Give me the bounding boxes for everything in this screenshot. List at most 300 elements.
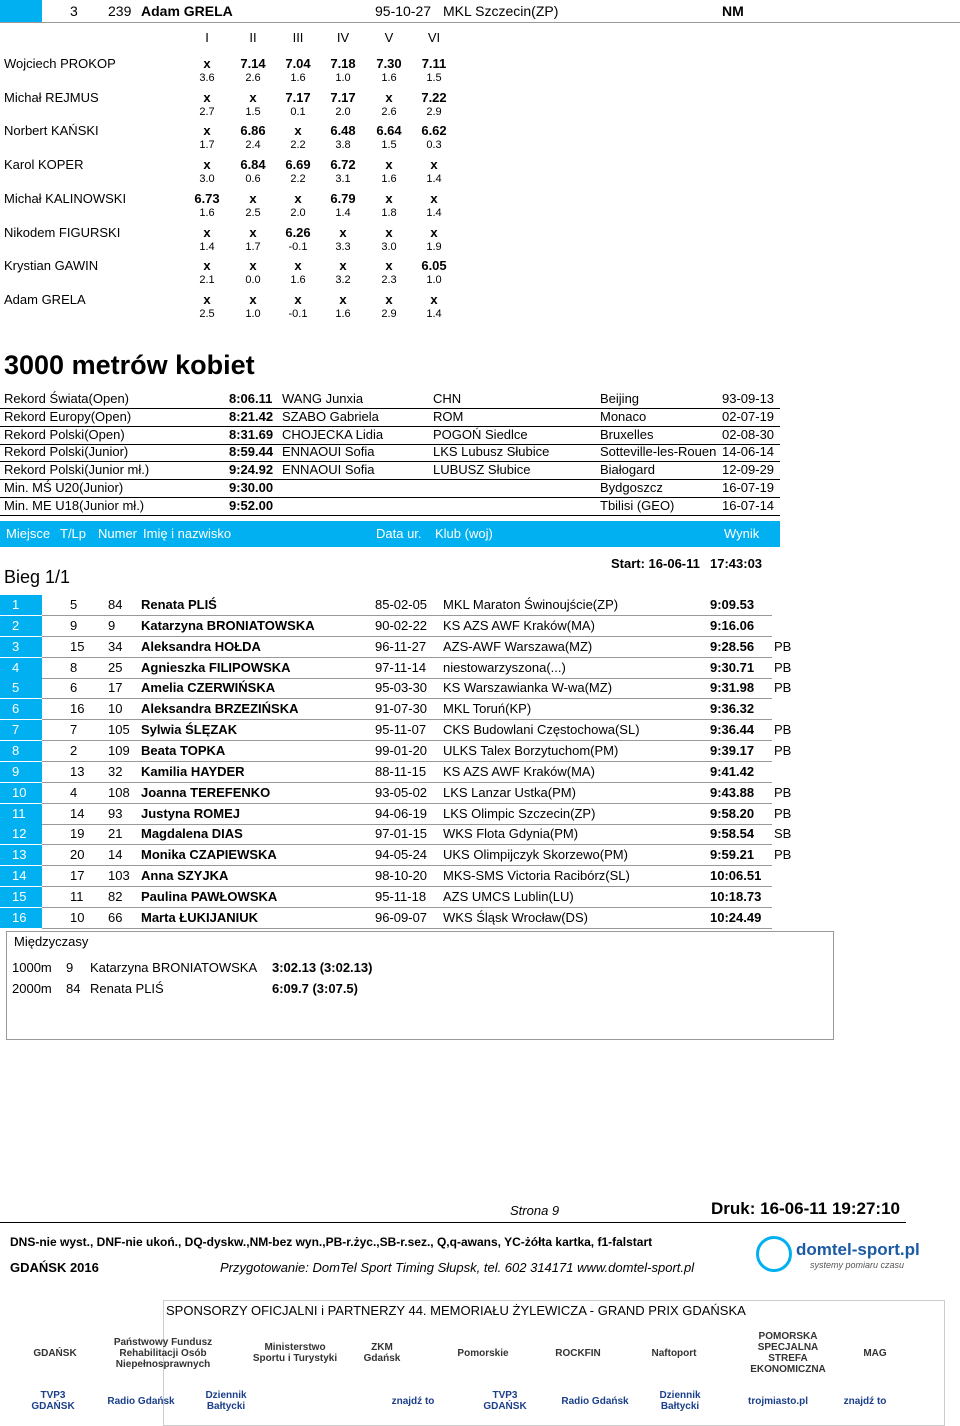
attempt-wind: 1.7: [199, 139, 215, 152]
result-club: niestowarzyszona(...): [443, 659, 566, 675]
result-dob: 95-11-07: [375, 722, 427, 738]
result-name: Marta ŁUKIJANIUK: [141, 909, 259, 925]
attempt-mark: 6.69: [285, 157, 311, 173]
attempt-mark: 6.84: [240, 157, 266, 173]
record-date: 16-07-14: [722, 497, 775, 513]
result-num: 108: [108, 784, 130, 800]
attempt-wind: 1.6: [335, 307, 351, 320]
result-name: Justyna ROMEJ: [141, 805, 240, 821]
attempt-mark: x: [203, 56, 211, 71]
attempt-wind: 2.0: [335, 105, 351, 118]
result-club: LKS Lanzar Ustka(PM): [443, 784, 576, 800]
result-time: 9:58.20: [710, 805, 755, 821]
athlete-name: Michał REJMUS: [4, 89, 99, 105]
attempt-wind: 3.8: [335, 139, 351, 152]
result-row: [0, 741, 792, 762]
result-dob: 88-11-15: [375, 763, 427, 779]
result-note: PB: [774, 784, 792, 800]
result-note: PB: [774, 638, 792, 654]
athlete-name: Nikodem FIGURSKI: [4, 224, 121, 240]
attempt-wind: 0.0: [245, 274, 261, 287]
result-note: PB: [774, 659, 792, 675]
record-holder: WANG Junxia: [282, 391, 364, 406]
attempt-wind: -0.1: [288, 240, 308, 253]
athlete-name: Wojciech PROKOP: [4, 56, 116, 71]
result-name: Paulina PAWŁOWSKA: [141, 888, 278, 904]
col-numer: Numer: [98, 526, 138, 541]
result-name: Aleksandra HOŁDA: [141, 638, 261, 654]
result-dob: 96-09-07: [375, 909, 428, 925]
record-row: [0, 497, 780, 516]
sponsor-logo: ZKM Gdańsk: [363, 1342, 401, 1364]
result-dob: 95-03-30: [375, 680, 428, 696]
sponsor-logo: znajdź to: [391, 1395, 435, 1407]
attempt-mark: x: [385, 157, 393, 173]
result-dob: 97-11-14: [375, 659, 427, 675]
record-date: 16-07-19: [722, 480, 775, 495]
record-holder: ENNAOUI Sofia: [282, 444, 375, 460]
attempt-wind: 0.3: [426, 139, 442, 152]
attempt-wind: 1.4: [426, 173, 442, 186]
record-time: 8:21.42: [229, 408, 274, 424]
result-club: WKS Flota Gdynia(PM): [443, 826, 579, 842]
result-lp: 14: [70, 805, 85, 821]
record-time: 8:59.44: [229, 444, 274, 460]
attempt-mark: x: [294, 123, 302, 139]
print-date: Druk: 16-06-11 19:27:10: [711, 1199, 901, 1218]
birth-date: 95-10-27: [375, 3, 432, 19]
result-row: [0, 804, 792, 825]
result-place: 7: [0, 720, 42, 740]
sponsor-logo: MAG: [863, 1347, 887, 1359]
result-place: 11: [0, 804, 42, 824]
attempt-mark: x: [294, 291, 302, 307]
attempt-mark: x: [249, 190, 257, 206]
split-time: 6:09.7 (3:07.5): [272, 980, 358, 996]
attempt-mark: 7.04: [285, 56, 311, 71]
attempt-mark: x: [203, 89, 211, 105]
col-miejsce: Miejsce: [6, 526, 51, 541]
attempt-wind: 0.6: [245, 173, 261, 186]
sponsor-logo: Radio Gdańsk: [561, 1395, 629, 1407]
attempt-mark: 7.22: [421, 89, 447, 105]
result-club: KS AZS AWF Kraków(MA): [443, 617, 595, 633]
record-place: Bydgoszcz: [600, 480, 663, 495]
attempt-wind: 1.4: [199, 240, 215, 253]
result-row: [0, 783, 792, 804]
result-note: SB: [774, 826, 792, 842]
attempt-mark: x: [385, 258, 393, 274]
attempt-wind: 2.9: [381, 307, 397, 320]
result-place: 13: [0, 845, 42, 865]
attempt-wind: 2.0: [290, 206, 306, 219]
sponsor-logo: znajdź to: [843, 1395, 887, 1407]
result-place: 6: [0, 699, 42, 719]
attempt-mark: x: [385, 224, 393, 240]
result-place: 10: [0, 783, 42, 803]
result-dob: 93-05-02: [375, 784, 428, 800]
prepared-by: Przygotowanie: DomTel Sport Timing Słupsk, tel. 602 314171 www.domtel-sport.pl: [220, 1260, 695, 1275]
record-club: CHN: [433, 391, 462, 406]
attempt-mark: 7.18: [330, 56, 356, 71]
record-label: Rekord Polski(Junior mł.): [4, 462, 150, 478]
result-name: Renata PLIŚ: [141, 597, 217, 612]
result-place: 15: [0, 887, 42, 907]
result-note: NM: [722, 3, 744, 19]
result-row: [0, 595, 780, 616]
record-time: 9:52.00: [229, 497, 274, 513]
result-row: [0, 824, 792, 845]
result-num: 82: [108, 888, 123, 904]
attempt-wind: 3.3: [335, 240, 351, 253]
result-club: WKS Śląsk Wrocław(DS): [443, 909, 588, 925]
sponsor-logo: Ministerstwo Sportu i Turystyki: [252, 1342, 338, 1364]
result-name: Katarzyna BRONIATOWSKA: [141, 617, 315, 633]
result-time: 9:43.88: [710, 784, 755, 800]
attempt-mark: 6.05: [421, 258, 447, 274]
attempt-wind: 1.6: [290, 274, 306, 287]
result-place: 8: [0, 741, 42, 761]
attempt-mark: 6.26: [285, 224, 311, 240]
attempt-mark: 7.17: [330, 89, 356, 105]
attempt-mark: 6.86: [240, 123, 266, 139]
result-club: KS Warszawianka W-wa(MZ): [443, 680, 613, 696]
result-place: 9: [0, 762, 42, 782]
result-lp: 2: [70, 742, 78, 758]
record-label: Rekord Świata(Open): [4, 391, 129, 406]
attempt-wind: 1.6: [199, 206, 215, 219]
result-time: 9:59.21: [710, 847, 755, 863]
athlete-name: Norbert KAŃSKI: [4, 123, 99, 139]
result-lp: 15: [70, 638, 85, 654]
attempt-wind: 1.4: [335, 206, 351, 219]
heat-title: Bieg 1/1: [4, 567, 71, 587]
attempt-wind: 2.2: [290, 139, 306, 152]
split-distance: 2000m: [12, 980, 52, 996]
athlete-name: Adam GRELA: [4, 291, 86, 307]
result-club: MKL Maraton Świnoujście(ZP): [443, 597, 619, 612]
result-row: [0, 637, 792, 658]
sponsor-logo: POMORSKA SPECJALNA STREFA EKONOMICZNA: [750, 1331, 826, 1375]
result-dob: 97-01-15: [375, 826, 428, 842]
result-num: 9: [108, 617, 116, 633]
start-time: 17:43:03: [710, 556, 763, 571]
record-place: Białogard: [600, 462, 655, 478]
result-time: 9:41.42: [710, 763, 755, 779]
attempt-wind: 1.5: [245, 105, 261, 118]
divider: [0, 22, 960, 23]
attempt-mark: 6.73: [194, 190, 220, 206]
record-label: Rekord Europy(Open): [4, 408, 132, 424]
result-place: 14: [0, 866, 42, 886]
col-club: Klub (woj): [435, 526, 493, 541]
bib-number: 239: [108, 3, 132, 19]
result-dob: 95-11-18: [375, 888, 427, 904]
split-time: 3:02.13 (3:02.13): [272, 960, 373, 975]
result-lp: 9: [70, 617, 78, 633]
result-name: Sylwia ŚLĘZAK: [141, 722, 238, 738]
record-club: POGOŃ Siedlce: [433, 426, 528, 442]
record-time: 9:24.92: [229, 462, 274, 478]
attempt-wind: 3.0: [381, 240, 397, 253]
result-row: [0, 720, 792, 741]
result-club: MKS-SMS Victoria Racibórz(SL): [443, 868, 630, 884]
col-name: Imię i nazwisko: [143, 526, 232, 541]
record-club: LKS Lubusz Słubice: [433, 444, 550, 460]
attempt-mark: x: [203, 157, 211, 173]
record-row: [0, 426, 780, 445]
attempt-mark: 6.72: [330, 157, 356, 173]
result-club: LKS Olimpic Szczecin(ZP): [443, 805, 596, 821]
attempt-wind: 1.4: [426, 206, 442, 219]
athlete-name: Krystian GAWIN: [4, 258, 99, 274]
record-time: 8:06.11: [229, 391, 273, 406]
attempt-wind: 1.6: [381, 173, 397, 186]
attempt-wind: 2.5: [199, 307, 215, 320]
attempt-mark: x: [249, 224, 257, 240]
attempt-wind: 1.8: [381, 206, 397, 219]
result-num: 103: [108, 868, 130, 884]
attempt-wind: 1.0: [335, 72, 351, 84]
attempt-wind: -0.1: [288, 307, 308, 320]
result-num: 109: [108, 742, 130, 758]
sponsor-logo: Radio Gdańsk: [107, 1395, 175, 1407]
event-name: GDAŃSK 2016: [10, 1260, 99, 1275]
record-place: Beijing: [600, 391, 640, 406]
record-holder: CHOJECKA Lidia: [282, 426, 384, 442]
result-lp: 16: [70, 701, 85, 717]
place-cell: [0, 0, 42, 22]
attempt-wind: 3.0: [199, 173, 215, 186]
attempt-mark: x: [203, 123, 211, 139]
result-club: UKS Olimpijczyk Skorzewo(PM): [443, 847, 628, 863]
result-lp: 20: [70, 847, 85, 863]
brand-subtitle: systemy pomiaru czasu: [810, 1260, 905, 1270]
attempt-mark: 7.14: [240, 56, 266, 71]
sponsor-logo: Dziennik Bałtycki: [205, 1390, 247, 1412]
record-date: 14-06-14: [722, 444, 775, 460]
attempt-wind: 3.2: [335, 274, 351, 287]
attempt-wind: 1.6: [381, 72, 397, 84]
result-lp: 13: [70, 763, 85, 779]
result-num: 14: [108, 847, 123, 863]
result-num: 25: [108, 659, 123, 675]
result-time: 9:36.44: [710, 722, 755, 738]
attempt-mark: x: [430, 291, 438, 307]
col-dob: Data ur.: [376, 526, 422, 541]
result-note: PB: [774, 742, 792, 758]
result-lp: 17: [70, 868, 85, 884]
result-time: 10:18.73: [710, 888, 762, 904]
split-number: 84: [66, 980, 81, 996]
result-club: MKL Toruń(KP): [443, 701, 532, 717]
result-lp: 11: [70, 888, 84, 904]
attempt-wind: 2.3: [381, 274, 397, 287]
result-place: 4: [0, 658, 42, 678]
result-lp: 10: [70, 909, 85, 925]
attempt-mark: 7.11: [421, 56, 447, 71]
result-place: 16: [0, 908, 42, 928]
result-time: 9:36.32: [710, 701, 755, 717]
result-name: Magdalena DIAS: [141, 826, 243, 842]
record-time: 9:30.00: [229, 480, 274, 495]
record-place: Sotteville-les-Rouen: [600, 444, 717, 460]
result-name: Kamilia HAYDER: [141, 763, 245, 779]
record-holder: SZABO Gabriela: [282, 408, 379, 424]
record-row: [0, 443, 780, 462]
result-time: 9:39.17: [710, 742, 755, 758]
sponsor-logo: TVP3 GDAŃSK: [483, 1390, 527, 1412]
club: MKL Szczecin(ZP): [443, 3, 559, 19]
attempt-wind: 1.7: [245, 240, 261, 253]
attempt-mark: x: [249, 258, 257, 274]
split-name: Renata PLIŚ: [90, 980, 164, 996]
result-time: 10:06.51: [710, 868, 762, 884]
result-lp: 7: [70, 722, 78, 738]
result-row: [0, 845, 792, 866]
col-result: Wynik: [724, 526, 760, 541]
attempt-mark: x: [294, 258, 302, 274]
row-divider: [42, 928, 772, 929]
result-lp: 5: [70, 597, 78, 612]
attempt-mark: x: [430, 190, 438, 206]
attempt-mark: x: [203, 224, 211, 240]
page-number: Strona 9: [510, 1203, 560, 1218]
result-note: PB: [774, 847, 792, 863]
round-header: I: [205, 30, 209, 45]
record-label: Rekord Polski(Open): [4, 426, 125, 442]
record-time: 8:31.69: [229, 426, 274, 442]
attempt-wind: 2.4: [245, 139, 261, 152]
attempt-wind: 3.1: [335, 173, 351, 186]
brand-logo-icon: [756, 1236, 792, 1272]
result-time: 9:28.56: [710, 638, 755, 654]
result-name: Aleksandra BRZEZIŃSKA: [141, 701, 299, 717]
result-row: [0, 887, 780, 908]
record-club: LUBUSZ Słubice: [433, 462, 531, 478]
sponsor-logo: Dziennik Bałtycki: [659, 1390, 701, 1412]
result-name: Joanna TEREFENKO: [141, 784, 271, 800]
result-place: 5: [0, 678, 42, 698]
record-date: 93-09-13: [722, 391, 775, 406]
result-club: AZS-AWF Warszawa(MZ): [443, 638, 593, 654]
result-time: 9:58.54: [710, 826, 755, 842]
record-row: [0, 479, 780, 498]
sponsor-logo: Naftoport: [651, 1347, 697, 1359]
record-label: Min. MŚ U20(Junior): [4, 480, 124, 495]
result-lp: 4: [70, 784, 78, 800]
result-dob: 96-11-27: [375, 638, 427, 654]
attempt-wind: 1.5: [381, 139, 397, 152]
attempt-wind: 2.6: [381, 105, 397, 118]
sponsor-logo: ROCKFIN: [555, 1347, 601, 1359]
attempt-mark: x: [203, 258, 211, 274]
result-dob: 94-06-19: [375, 805, 428, 821]
result-num: 84: [108, 597, 123, 612]
result-note: PB: [774, 722, 792, 738]
sponsor-logo: trojmiasto.pl: [747, 1395, 808, 1407]
attempt-wind: 2.5: [245, 206, 261, 219]
record-row: [0, 390, 780, 409]
attempt-mark: 7.30: [376, 56, 402, 71]
result-club: CKS Budowlani Częstochowa(SL): [443, 722, 640, 738]
record-place: Tbilisi (GEO): [600, 497, 675, 513]
result-club: ULKS Talex Borzytuchom(PM): [443, 742, 619, 758]
result-time: 10:24.49: [710, 909, 762, 925]
round-header: VI: [427, 30, 441, 45]
event-title: 3000 metrów kobiet: [4, 350, 255, 380]
record-label: Rekord Polski(Junior): [4, 444, 129, 460]
record-club: ROM: [433, 408, 464, 424]
legend: DNS-nie wyst., DNF-nie ukoń., DQ-dyskw.,NM-bez wyn.,PB-r.życ.,SB-r.sez., Q,q-awans, YC-żółta kartka, f1-falstart: [10, 1235, 653, 1249]
attempt-wind: 2.9: [426, 105, 442, 118]
attempt-mark: x: [294, 190, 302, 206]
round-header: IV: [336, 30, 350, 45]
result-lp: 8: [70, 659, 78, 675]
result-note: PB: [774, 805, 792, 821]
result-dob: 98-10-20: [375, 868, 428, 884]
attempt-mark: x: [430, 224, 438, 240]
attempt-wind: 0.1: [290, 105, 306, 118]
round-header: III: [292, 30, 304, 45]
result-num: 17: [108, 680, 123, 696]
attempt-mark: x: [203, 291, 211, 307]
result-place: 2: [0, 616, 42, 636]
col-tlp: T/Lp: [60, 526, 87, 541]
place: 3: [70, 3, 78, 19]
athlete-name: Adam GRELA: [141, 3, 233, 19]
attempt-mark: x: [249, 89, 257, 105]
result-time: 9:31.98: [710, 680, 755, 696]
results-header: [0, 521, 780, 547]
athlete-row-top: [0, 0, 960, 22]
sponsor-logo: GDAŃSK: [33, 1347, 77, 1359]
attempt-wind: 1.4: [426, 307, 442, 320]
round-header: II: [249, 30, 257, 45]
result-num: 34: [108, 638, 123, 654]
attempt-wind: 2.1: [199, 274, 215, 287]
result-place: 12: [0, 824, 42, 844]
result-num: 66: [108, 909, 123, 925]
attempt-mark: 7.17: [285, 89, 311, 105]
attempt-wind: 1.9: [426, 240, 442, 253]
result-place: 3: [0, 637, 42, 657]
attempt-mark: x: [339, 291, 347, 307]
result-dob: 94-05-24: [375, 847, 428, 863]
result-dob: 85-02-05: [375, 597, 428, 612]
attempt-mark: x: [430, 157, 438, 173]
round-header: V: [384, 30, 394, 45]
attempt-mark: x: [385, 190, 393, 206]
sponsors-title: SPONSORZY OFICJALNI i PARTNERZY 44. MEMORIAŁU ŻYLEWICZA - GRAND PRIX GDAŃSKA: [166, 1303, 746, 1318]
result-row: [0, 866, 780, 887]
result-dob: 99-01-20: [375, 742, 428, 758]
brand-name: domtel-sport.pl: [796, 1240, 920, 1259]
result-row: [0, 699, 780, 720]
attempt-mark: x: [339, 258, 347, 274]
result-num: 10: [108, 701, 123, 717]
start-date: Start: 16-06-11: [611, 556, 700, 571]
record-date: 02-07-19: [722, 408, 775, 424]
result-lp: 19: [70, 826, 85, 842]
attempt-mark: 6.62: [421, 123, 447, 139]
attempt-wind: 2.2: [290, 173, 306, 186]
result-note: PB: [774, 680, 792, 696]
athlete-name: Karol KOPER: [4, 157, 84, 173]
attempt-mark: 6.48: [330, 123, 356, 139]
result-time: 9:16.06: [710, 617, 755, 633]
result-row: [0, 762, 780, 783]
